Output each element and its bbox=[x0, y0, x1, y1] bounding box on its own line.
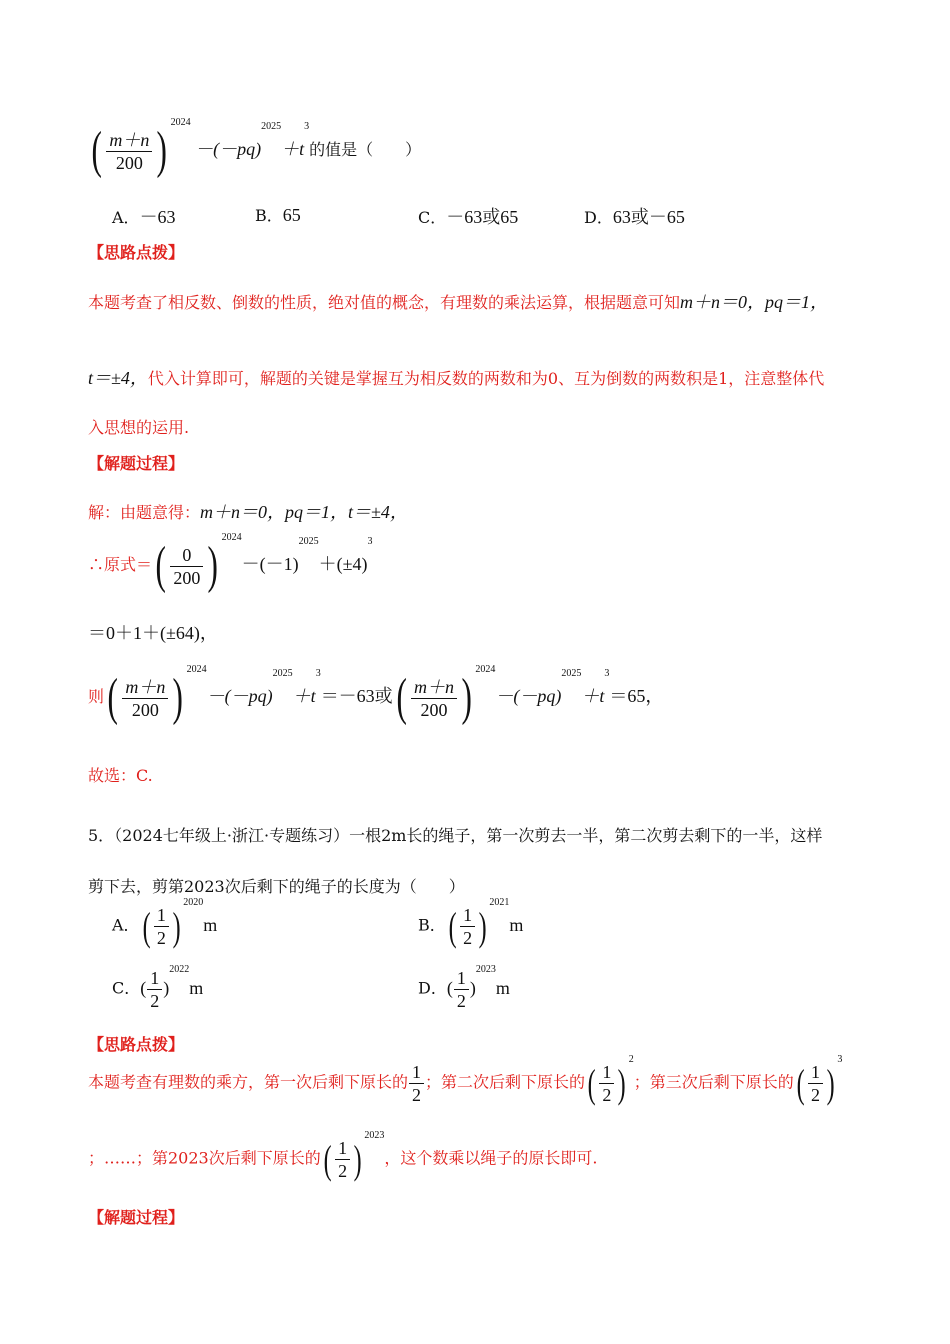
q4-hint-line3: 入思想的运用. bbox=[88, 418, 190, 437]
q5-option-b[interactable]: B．( $\frac{1}{2}$ )$^{2021}$m bbox=[418, 897, 524, 949]
q4-solution-line4: 则( $\frac{m+n}{200}$ ) $^{2024}-(-pq)^{2025}+t^3=-63$或( $\frac{m+n}{200}$ ) $^{2024}-(-pq)^{2025}+t^3=65$， bbox=[88, 664, 664, 726]
q4-hint-line1: 本题考查了相反数、倒数的性质，绝对值的概念，有理数的乘法运算，根据题意可知m＋n＝0，pq＝1， bbox=[88, 292, 829, 312]
q4-hint-title: 【思路点拨】 bbox=[88, 243, 185, 262]
q4-tail: 的值是（ ） bbox=[309, 142, 422, 160]
q5-solution-title: 【解题过程】 bbox=[88, 1208, 185, 1227]
q5-hint-line1: 本题考查有理数的乘方，第一次后剩下原长的 $\frac{1}{2}$ ；第二次后剩下原长的( $\frac{1}{2}$ )$^2$；第三次后剩下原长的( $\frac{1}{2}$ )$^3$ bbox=[88, 1054, 843, 1106]
q5-option-a[interactable]: A．( $\frac{1}{2}$ )$^{2020}$m bbox=[112, 897, 218, 949]
q4-solution-title: 【解题过程】 bbox=[88, 454, 185, 473]
q4-option-b[interactable]: B．65 bbox=[255, 205, 301, 225]
q4-solution-answer: 故选：C. bbox=[88, 766, 153, 785]
q5-stem-line1: 5．（2024七年级上·浙江·专题练习）一根2m长的绳子，第一次剪去一半，第二次剪去剩下的一半，这样 bbox=[88, 826, 823, 845]
q5-option-d[interactable]: D．( $\frac{1}{2}$ )$^{2023}$m bbox=[418, 964, 510, 1011]
q4-option-c[interactable]: C．－63或65 bbox=[418, 207, 519, 227]
q5-hint-title: 【思路点拨】 bbox=[88, 1035, 185, 1054]
q4-hint-line2: t＝±4，代入计算即可，解题的关键是掌握互为相反数的两数和为0、互为倒数的两数积是1，注意整体代 bbox=[88, 368, 825, 388]
q4-solution-line2: ∴原式＝( $\frac{0}{200}$ ) $^{2024}-(-1)^{2025}+(\pm 4)^3$ bbox=[88, 532, 373, 594]
q5-option-c[interactable]: C．( $\frac{1}{2}$ )$^{2022}$m bbox=[112, 964, 204, 1011]
q4-solution-line3: ＝0＋1＋(±64)， bbox=[88, 623, 218, 643]
q4-option-a[interactable]: A．－63 bbox=[112, 207, 176, 227]
q4-expression: ( $\frac{m+n}{200}$ ) $^{2024} -(-pq)^{2025}+t^3$的值是（ ） bbox=[91, 117, 422, 179]
q5-stem-line2: 剪下去，剪第2023次后剩下的绳子的长度为（ ） bbox=[88, 877, 465, 896]
q4-option-d[interactable]: D．63或－65 bbox=[584, 207, 685, 227]
q4-solution-line1: 解：由题意得：m＋n＝0，pq＝1，t＝±4， bbox=[88, 502, 408, 522]
q5-hint-line2: ；……；第2023次后剩下原长的( $\frac{1}{2}$ )$^{2023}$，这个数乘以绳子的原长即可. bbox=[88, 1130, 598, 1182]
